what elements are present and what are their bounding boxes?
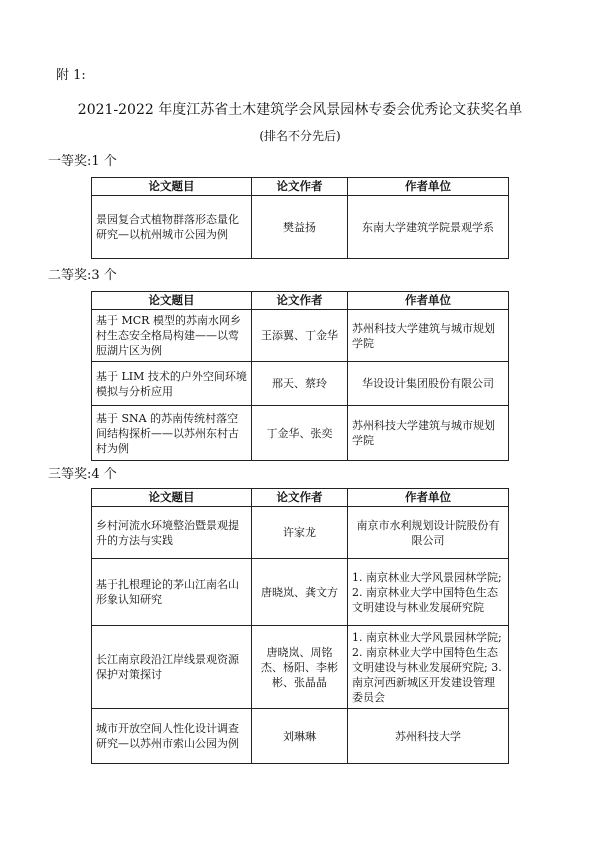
table-row — [92, 310, 509, 362]
paper-title: 景园复合式植物群落形态量化研究—以杭州城市公园为例 — [92, 196, 252, 259]
paper-title: 城市开放空间人性化设计调查研究—以苏州市索山公园为例 — [92, 709, 252, 764]
author-unit: 苏州科技大学 — [348, 709, 509, 764]
paper-title: 乡村河流水环境整治暨景观提升的方法与实践 — [92, 507, 252, 559]
paper-title: 基于 MCR 模型的苏南水网乡村生态安全格局构建——以莺脰湖片区为例 — [92, 310, 252, 362]
header-title: 论文题目 — [92, 292, 252, 310]
paper-title: 基于扎根理论的茅山江南名山形象认知研究 — [92, 559, 252, 626]
header-author: 论文作者 — [252, 178, 348, 196]
table-row — [92, 196, 509, 259]
table-row — [92, 709, 509, 764]
document-subtitle: (排名不分先后) — [259, 129, 341, 143]
author-unit: 苏州科技大学建筑与城市规划学院 — [348, 310, 509, 362]
table-row — [92, 559, 509, 626]
paper-author: 许家龙 — [252, 507, 348, 559]
header-unit: 作者单位 — [348, 292, 509, 310]
author-unit: 华设设计集团股份有限公司 — [348, 362, 509, 406]
second-prize-heading: 二等奖:3 个 — [48, 268, 117, 283]
table-header-row — [92, 178, 509, 196]
first-prize-heading: 一等奖:1 个 — [48, 154, 117, 169]
author-unit: 南京市水利规划设计院股份有限公司 — [348, 507, 509, 559]
header-title: 论文题目 — [92, 489, 252, 507]
paper-title: 基于 LIM 技术的户外空间环境模拟与分析应用 — [92, 362, 252, 406]
header-unit: 作者单位 — [348, 178, 509, 196]
third-prize-table — [91, 488, 509, 764]
paper-author: 王添翼、丁金华 — [252, 310, 348, 362]
first-prize-table — [91, 177, 509, 259]
table-row — [92, 406, 509, 461]
third-prize-heading: 三等奖:4 个 — [48, 467, 117, 482]
header-title: 论文题目 — [92, 178, 252, 196]
table-header-row — [92, 292, 509, 310]
document-title: 2021-2022 年度江苏省土木建筑学会风景园林专委会优秀论文获奖名单 — [77, 102, 523, 118]
author-unit: 1. 南京林业大学风景园林学院; 2. 南京林业大学中国特色生态文明建设与林业发展研究院 — [348, 559, 509, 626]
paper-author: 刘琳琳 — [252, 709, 348, 764]
author-unit: 东南大学建筑学院景观学系 — [348, 196, 509, 259]
paper-author: 邢天、蔡玲 — [252, 362, 348, 406]
author-unit: 苏州科技大学建筑与城市规划学院 — [348, 406, 509, 461]
table-row — [92, 507, 509, 559]
header-author: 论文作者 — [252, 489, 348, 507]
table-row — [92, 626, 509, 709]
table-row — [92, 362, 509, 406]
paper-author: 樊益扬 — [252, 196, 348, 259]
paper-author: 唐晓岚、周铭杰、杨阳、李彬彬、张晶晶 — [252, 626, 348, 709]
paper-title: 长江南京段沿江岸线景观资源保护对策探讨 — [92, 626, 252, 709]
attachment-label: 附 1: — [56, 68, 86, 83]
header-unit: 作者单位 — [348, 489, 509, 507]
header-author: 论文作者 — [252, 292, 348, 310]
author-unit: 1. 南京林业大学风景园林学院; 2. 南京林业大学中国特色生态文明建设与林业发展研究院; 3. 南京河西新城区开发建设管理委员会 — [348, 626, 509, 709]
second-prize-table — [91, 291, 509, 461]
paper-title: 基于 SNA 的苏南传统村落空间结构探析——以苏州东村古村为例 — [92, 406, 252, 461]
paper-author: 唐晓岚、龚文方 — [252, 559, 348, 626]
table-header-row — [92, 489, 509, 507]
paper-author: 丁金华、张奕 — [252, 406, 348, 461]
